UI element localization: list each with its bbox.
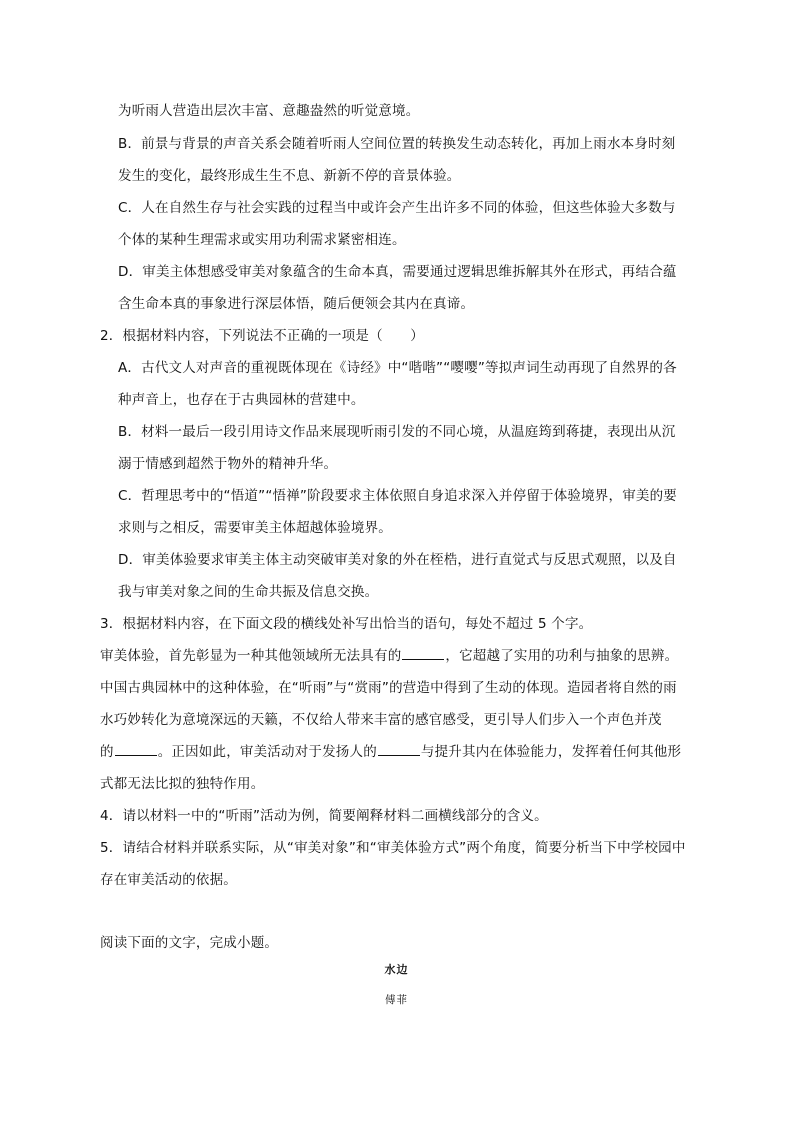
q1-option-d-line2: 含生命本真的事象进行深层体悟，随后便领会其内在真谛。 [118,296,475,312]
q3-passage-text: 。正因如此，审美活动对于发扬人的 [157,744,377,760]
q1-option-a-continuation: 为听雨人营造出层次丰富、意趣盎然的听觉意境。 [118,103,420,119]
article-title: 水边 [384,963,409,976]
q5-stem-line2: 存在审美活动的依据。 [100,872,237,888]
q4-stem: 4．请以材料一中的“听雨”活动为例，简要阐释材料二画横线部分的含义。 [100,808,548,824]
q3-passage-text: 的 [100,744,114,760]
answer-blank-2[interactable] [115,743,157,756]
q1-option-c-line2: 个体的某种生理需求或实用功利需求紧密相连。 [118,232,406,248]
answer-blank-1[interactable] [402,647,444,660]
q1-option-d-line1: D．审美主体想感受审美对象蕴含的生命本真，需要通过逻辑思维拆解其外在形式，再结合蕴 [118,264,677,280]
q1-option-b-line2: 发生的变化，最终形成生生不息、新新不停的音景体验。 [118,168,461,184]
q3-stem: 3．根据材料内容，在下面文段的横线处补写出恰当的语句，每处不超过 5 个字。 [100,616,593,632]
q2-option-a-line1: A．古代文人对声音的重视既体现在《诗经》中“喈喈”“嘤嘤”等拟声词生动再现了自然界的各 [118,360,677,376]
q2-option-b-line1: B．材料一最后一段引用诗文作品来展现听雨引发的不同心境，从温庭筠到蒋捷，表现出从沉 [118,424,676,440]
q2-stem: 2．根据材料内容，下列说法不正确的一项是（ ） [100,328,424,344]
reading-intro: 阅读下面的文字，完成小题。 [100,935,279,951]
answer-blank-3[interactable] [378,743,420,756]
q3-passage-text: ，它超越了实用的功利与抽象的思辨。 [445,648,679,664]
q2-option-b-line2: 溺于情感到超然于物外的精神升华。 [118,456,338,472]
q1-option-b-line1: B．前景与背景的声音关系会随着听雨人空间位置的转换发生动态转化，再加上雨水本身时刻 [118,136,676,152]
q3-passage-line3: 水巧妙转化为意境深远的天籁，不仅给人带来丰富的感官感受，更引导人们步入一个声色并茂 [100,712,662,728]
q3-passage-text: 审美体验，首先彰显为一种其他领域所无法具有的 [100,648,402,664]
q3-passage-line1 [100,646,678,666]
q3-passage-line4 [100,742,681,762]
q2-option-d-line1: D．审美体验要求审美主体主动突破审美对象的外在桎梏，进行直觉式与反思式观照，以及自 [118,552,677,568]
q2-option-d-line2: 我与审美对象之间的生命共振及信息交换。 [118,584,379,600]
q2-option-a-line2: 种声音上，也存在于古典园林的营建中。 [118,392,365,408]
q3-passage-text: 与提升其内在体验能力，发挥着任何其他形 [420,744,682,760]
q3-passage-line5: 式都无法比拟的独特作用。 [100,776,265,792]
q2-option-c-line1: C．哲理思考中的“悟道”“悟禅”阶段要求主体依照自身追求深入并停留于体验境界，审美的要 [118,488,678,504]
article-author: 傅菲 [385,994,408,1006]
q1-option-c-line1: C．人在自然生存与社会实践的过程当中或许会产生出许多不同的体验，但这些体验大多数与 [118,200,676,216]
q2-option-c-line2: 求则与之相反，需要审美主体超越体验境界。 [118,520,392,536]
q3-passage-line2: 中国古典园林中的这种体验，在“听雨”与“赏雨”的营造中得到了生动的体现。造园者将自然的雨 [100,680,677,696]
q5-stem-line1: 5．请结合材料并联系实际，从“审美对象”和“审美体验方式”两个角度，简要分析当下中学校园中 [100,840,686,856]
